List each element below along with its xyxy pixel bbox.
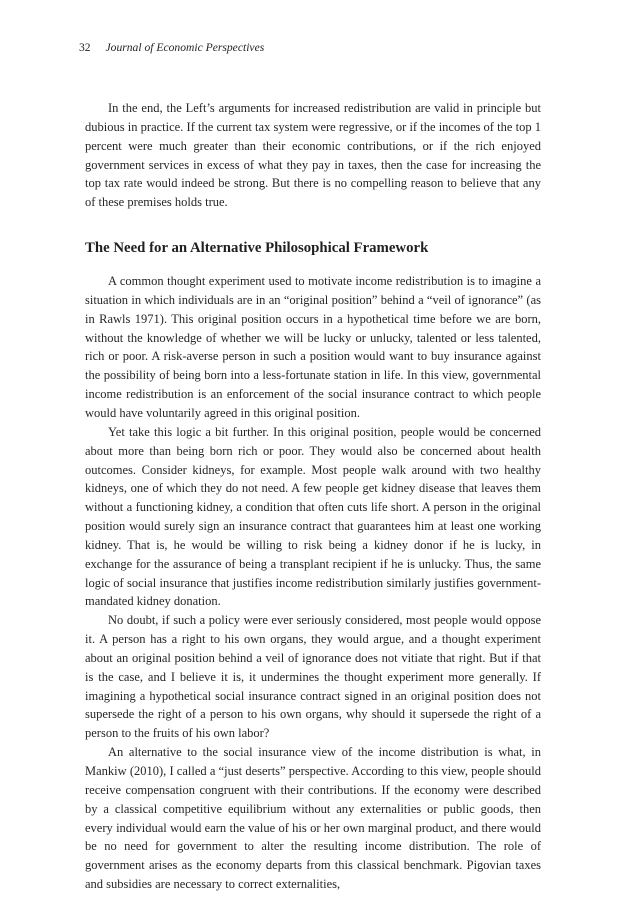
body-paragraph: A common thought experiment used to motivate income redistribution is to imagine a situation in which individuals are in an “original position” behind a “veil of ignorance” (as in Rawls 1971). This original position occurs in a hypothetical time before we are born, without the knowledge of whether we will be lucky or unlucky, talented or less talented, rich or poor. A risk-averse person in such a position would want to buy insurance against the possibility of being born into a less-fortunate station in life. In this view, governmental income redistribution is an enforcement of the social insurance contract to which people would have voluntarily agreed in this original position. <box>85 274 541 420</box>
journal-title: Journal of Economic Perspectives <box>105 41 265 54</box>
running-header <box>79 41 264 54</box>
article-body <box>85 99 541 894</box>
body-paragraph: Yet take this logic a bit further. In this original position, people would be concerned about more than being born rich or poor. They would also be concerned about health outcomes. Consider kidneys, for example. Most people walk around with two healthy kidneys, one of which they do not need. A few people get kidney disease that leaves them without a functioning kidney, a condition that often cuts life short. A person in the original position would surely sign an insurance contract that guarantees him at least one working kidney. That is, he would be willing to risk being a kidney donor if he is lucky, in exchange for the assurance of being a transplant recipient if he is unlucky. Thus, the same logic of social insurance that justifies income redistribution similarly justifies government-mandated kidney donation. <box>85 424 541 609</box>
intro-paragraph: In the end, the Left’s arguments for increased redistribution are valid in principle but dubious in practice. If the current tax system were regressive, or if the incomes of the top 1 percent were much greater than their economic contributions, or if the rich enjoyed government services in excess of what they pay in taxes, then the case for increasing the top tax rate would indeed be strong. But there is no compelling reason to believe that any of these premises holds true. <box>85 101 541 210</box>
body-paragraph: No doubt, if such a policy were ever seriously considered, most people would oppose it. A person has a right to his own organs, they would argue, and a thought experiment about an original position behind a veil of ignorance does not vitiate that right. But if that is the case, and I believe it is, it undermines the thought experiment more generally. If imagining a hypothetical social insurance contract signed in an original position does not supersede the right of a person to his own organs, why should it supersede the right of a person to the fruits of his own labor? <box>85 613 541 741</box>
body-paragraph: An alternative to the social insurance view of the income distribution is what, in Mankiw (2010), I called a “just deserts” perspective. According to this view, people should receive compensation congruent with their contributions. If the economy were described by a classical competitive equilibrium without any externalities or public goods, then every individual would earn the value of his or her own marginal product, and there would be no need for government to alter the resulting income distribution. The role of government arises as the economy departs from this classical benchmark. Pigovian taxes and subsidies are necessary to correct externalities, <box>85 745 541 892</box>
page-number: 32 <box>79 41 91 54</box>
section-heading: The Need for an Alternative Philosophical Framework <box>85 240 429 257</box>
